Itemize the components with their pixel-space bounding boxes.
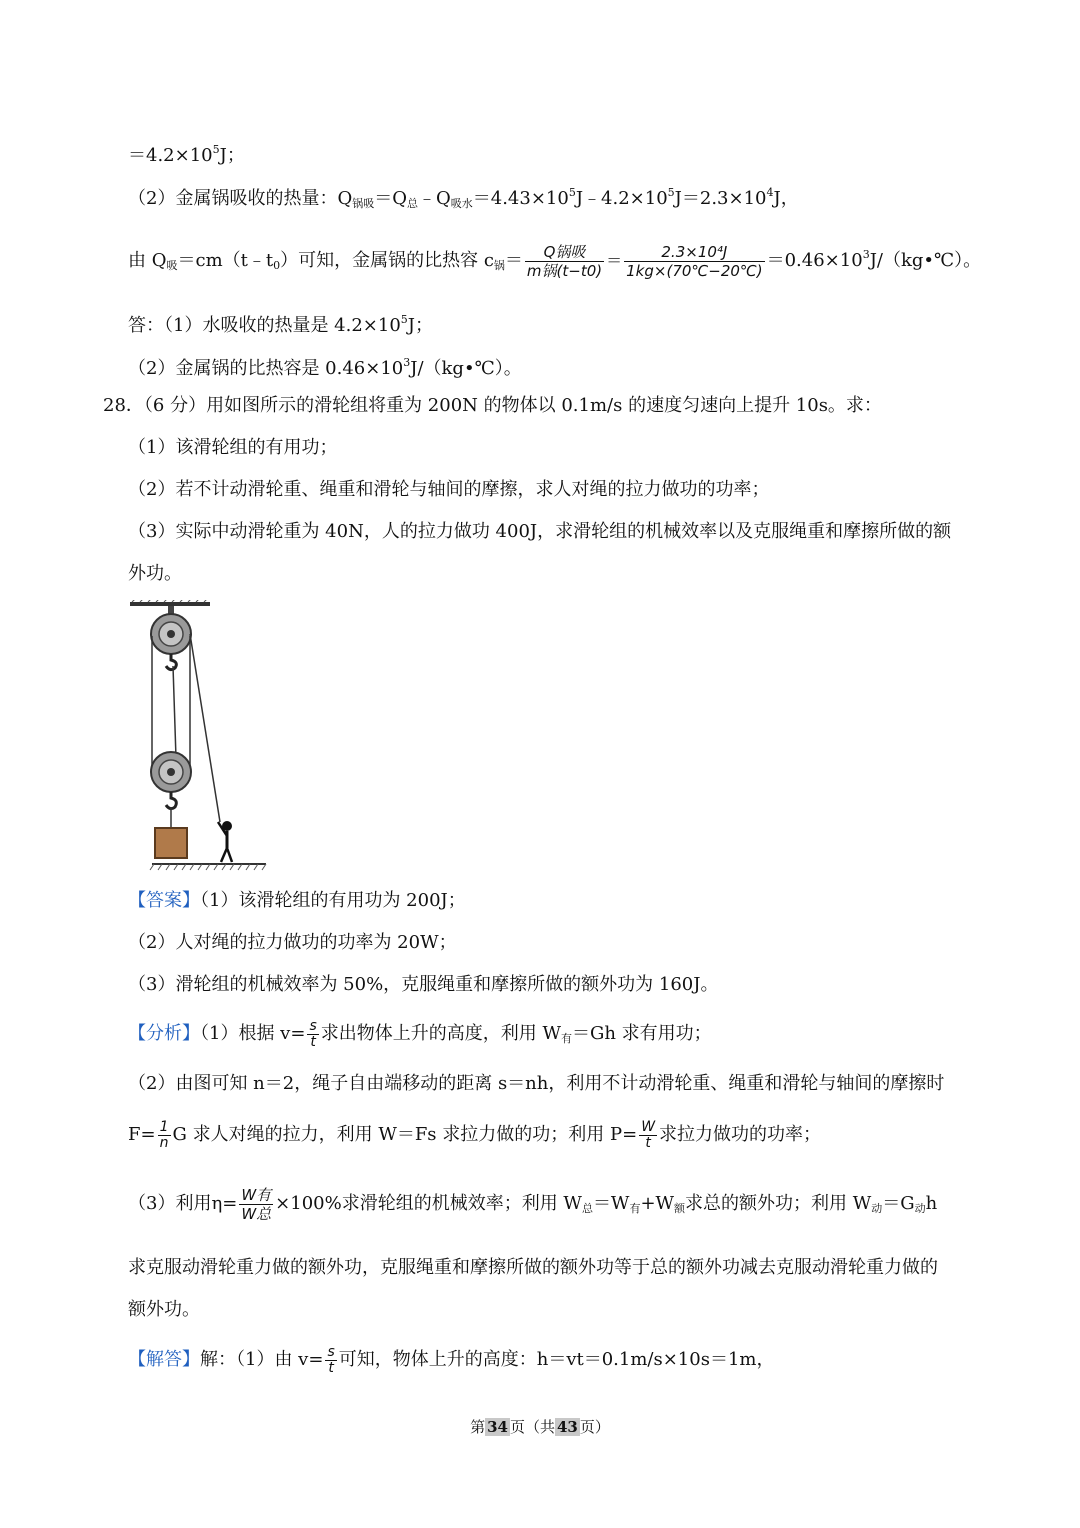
answer-line: （3）滑轮组的机械效率为 50%，克服绳重和摩擦所做的额外功为 160J。 xyxy=(128,974,719,995)
answer-line: 【答案】（1）该滑轮组的有用功为 200J； xyxy=(128,890,466,911)
fraction: $\frac{\text{2.3×10⁴J}}{1kg\times(70℃-20℃)}$ xyxy=(626,242,763,280)
text-line: （2）金属锅的比热容是 $0.46\times 10^3J/(kg•℃)$。 xyxy=(128,356,522,379)
text-line: 答：（1）水吸收的热量是 $4.2\times 10^5J$； xyxy=(128,313,434,336)
question-part: （1）该滑轮组的有用功； xyxy=(128,437,338,458)
analysis-line: 求克服动滑轮重力做的额外功，克服绳重和摩擦所做的额外功等于总的额外功减去克服动滑轮重力做的 xyxy=(128,1257,938,1278)
page-number: 34 xyxy=(487,1418,508,1436)
text-line: $=4.2\times 10^5J$； xyxy=(128,143,245,166)
fraction: $\frac{s}{t}$ xyxy=(327,1343,335,1376)
fraction: $\frac{\text{Q锅吸}}{\text{m锅(t−t0)}}$ xyxy=(526,242,603,280)
analysis-line: （2）由图可知 n＝2，绳子自由端移动的距离 s＝nh，利用不计动滑轮重、绳重和滑轮与轴间的摩擦时 xyxy=(128,1073,945,1094)
text-line: （2）金属锅吸收的热量：$Q_{锅吸}=Q_总﹣Q_{吸水}=4.43\times 10^5J﹣4.2\times 10^5J=2.3\times 10^4J$， xyxy=(128,186,799,210)
analysis-line: （3）利用η= $\frac{\text{W有}}{\text{W总}}$ ×100%求滑轮组的机械效率；利用 $W_总=W_有+W_额$求总的额外功；利用 $W_动=G_动h$ xyxy=(128,1185,938,1223)
analysis-tag: 【分析】 xyxy=(128,1023,200,1044)
fraction: $\frac{W}{t}$ xyxy=(641,1118,656,1151)
page-footer: 第 34 页（共 43 页） xyxy=(470,1418,610,1436)
solution-tag: 【解答】 xyxy=(128,1349,200,1370)
page-total: 43 xyxy=(557,1418,578,1436)
formula-line: 由 $Q_吸=cm(t﹣t_0)$可知，金属锅的比热容 $c_锅=$ $\frac{\text{Q锅吸}}{\text{m锅(t−t0)}}$ ＝ $\frac{\text{2.3×10⁴J}}{1kg\times(70℃-20℃)}$ $=0.46\times 10^3J/(kg•℃)$。 xyxy=(128,242,982,280)
answer-tag: 【答案】 xyxy=(128,890,200,911)
question-part: 外功。 xyxy=(128,563,182,584)
analysis-line: 额外功。 xyxy=(128,1299,200,1320)
analysis-line: 【分析】（1）根据 v= $\frac{s}{t}$ 求出物体上升的高度，利用 $W_有=Gh$ 求有用功； xyxy=(128,1017,712,1050)
question-title: 28．（6 分）用如图所示的滑轮组将重为 200N 的物体以 0.1m/s 的速度匀速向上提升 10s。求： xyxy=(103,395,882,416)
fraction: $\frac{s}{t}$ xyxy=(309,1017,317,1050)
solution-line: 【解答】解：（1）由 v= $\frac{s}{t}$ 可知，物体上升的高度：h＝vt＝0.1m/s×10s＝1m， xyxy=(128,1343,775,1376)
pulley-figure xyxy=(126,600,276,880)
pulley-diagram-icon xyxy=(126,600,276,880)
fraction: $\frac{\text{W有}}{\text{W总}}$ xyxy=(241,1185,272,1223)
answer-line: （2）人对绳的拉力做功的功率为 20W； xyxy=(128,932,457,953)
fraction: $\frac{1}{n}$ xyxy=(159,1118,169,1151)
question-part: （3）实际中动滑轮重为 40N，人的拉力做功 400J，求滑轮组的机械效率以及克服绳重和摩擦所做的额 xyxy=(128,521,952,542)
analysis-line: F= $\frac{1}{n}$ G 求人对绳的拉力，利用 W＝Fs 求拉力做的功；利用 P= $\frac{W}{t}$ 求拉力做功的功率； xyxy=(128,1118,822,1151)
question-part: （2）若不计动滑轮重、绳重和滑轮与轴间的摩擦，求人对绳的拉力做功的功率； xyxy=(128,479,770,500)
